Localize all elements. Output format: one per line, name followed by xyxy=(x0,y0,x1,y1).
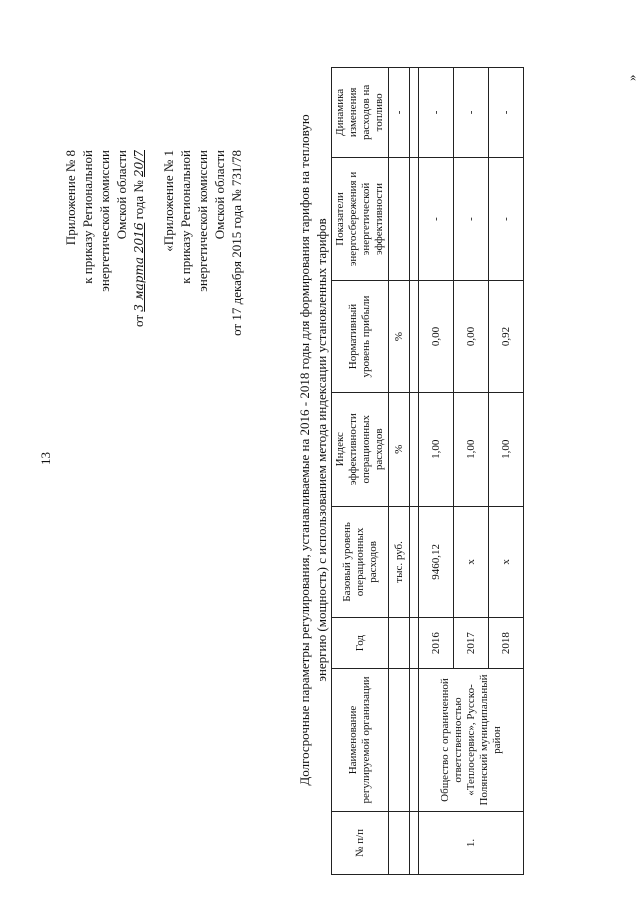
cell-index: 1,00 xyxy=(454,392,489,506)
organization-name: Общество с ограниченной ответственностью «Теплосервис», Русско-Полянский муниципальный район xyxy=(419,669,524,812)
units-cell xyxy=(389,618,410,669)
cell-index: 1,00 xyxy=(419,392,454,506)
handwritten-date: 3 марта 2016 xyxy=(132,222,146,312)
gap-cell xyxy=(410,392,419,506)
cell-dyn: - xyxy=(454,68,489,158)
appendix-line: к приказу Региональной xyxy=(80,150,95,284)
table-row xyxy=(419,68,454,875)
appendix-date-mid: года № xyxy=(131,180,146,220)
cell-norm: 0,00 xyxy=(419,281,454,392)
row-number: 1. xyxy=(419,812,524,875)
handwritten-number: 20/7 xyxy=(132,150,146,177)
cell-dyn: - xyxy=(489,68,524,158)
appendix-line: от 17 декабря 2015 года № 731/78 xyxy=(229,150,244,336)
gap-cell xyxy=(410,506,419,617)
parameters-table xyxy=(331,67,524,875)
title-line: Долгосрочные параметры регулирования, устанавливаемые на 2016 - 2018 годы для формирования тарифов на тепловую xyxy=(297,114,312,786)
page-number: 13 xyxy=(38,452,53,465)
appendix-line: Омской области xyxy=(212,150,227,240)
header-eff: Показатели энергосбережения и энергетической эффективности xyxy=(332,157,389,281)
appendix-line: к приказу Региональной xyxy=(178,150,193,284)
gap-cell xyxy=(410,68,419,158)
cell-eff: - xyxy=(454,157,489,281)
table-gap-row xyxy=(410,68,419,875)
cell-norm: 0,92 xyxy=(489,281,524,392)
gap-cell xyxy=(410,812,419,875)
appendix-line: Омской области xyxy=(114,150,129,240)
cell-year: 2017 xyxy=(454,618,489,669)
gap-cell xyxy=(410,281,419,392)
cell-eff: - xyxy=(419,157,454,281)
header-index: Индекс эффективности операционных расходов xyxy=(332,392,389,506)
gap-cell xyxy=(410,669,419,812)
appendix-line: энергетической комиссии xyxy=(195,150,210,292)
table-header-row xyxy=(332,68,389,875)
cell-dyn: - xyxy=(419,68,454,158)
units-base: тыс. руб. xyxy=(389,506,410,617)
closing-quote: » xyxy=(624,74,639,81)
table-units-row xyxy=(389,68,410,875)
cell-base: 9460,12 xyxy=(419,506,454,617)
units-dyn: - xyxy=(389,68,410,158)
units-cell xyxy=(389,157,410,281)
gap-cell xyxy=(410,618,419,669)
header-base: Базовый уровень операционных расходов xyxy=(332,506,389,617)
units-cell xyxy=(389,812,410,875)
header-dyn: Динамика изменения расходов на топливо xyxy=(332,68,389,158)
cell-year: 2018 xyxy=(489,618,524,669)
cell-index: 1,00 xyxy=(489,392,524,506)
cell-eff: - xyxy=(489,157,524,281)
appendix-line: «Приложение № 1 xyxy=(161,150,176,252)
gap-cell xyxy=(410,157,419,281)
header-org: Наименование регулируемой организации xyxy=(332,669,389,812)
document-title xyxy=(296,55,330,845)
appendix-date-prefix: от xyxy=(131,315,146,328)
header-norm: Нормативный уровень прибыли xyxy=(332,281,389,392)
appendix-date-line xyxy=(130,150,148,327)
appendix-line: Приложение № 8 xyxy=(63,150,78,246)
units-cell xyxy=(389,669,410,812)
appendix-original-block xyxy=(160,150,245,336)
units-index: % xyxy=(389,392,410,506)
header-num: № п/п xyxy=(332,812,389,875)
header-year: Год xyxy=(332,618,389,669)
appendix-block xyxy=(62,150,148,327)
cell-norm: 0,00 xyxy=(454,281,489,392)
appendix-line: энергетической комиссии xyxy=(97,150,112,292)
title-line: энергию (мощность) с использованием метода индексации установленных тарифов xyxy=(314,218,329,682)
units-norm: % xyxy=(389,281,410,392)
cell-base: х xyxy=(489,506,524,617)
cell-year: 2016 xyxy=(419,618,454,669)
cell-base: х xyxy=(454,506,489,617)
